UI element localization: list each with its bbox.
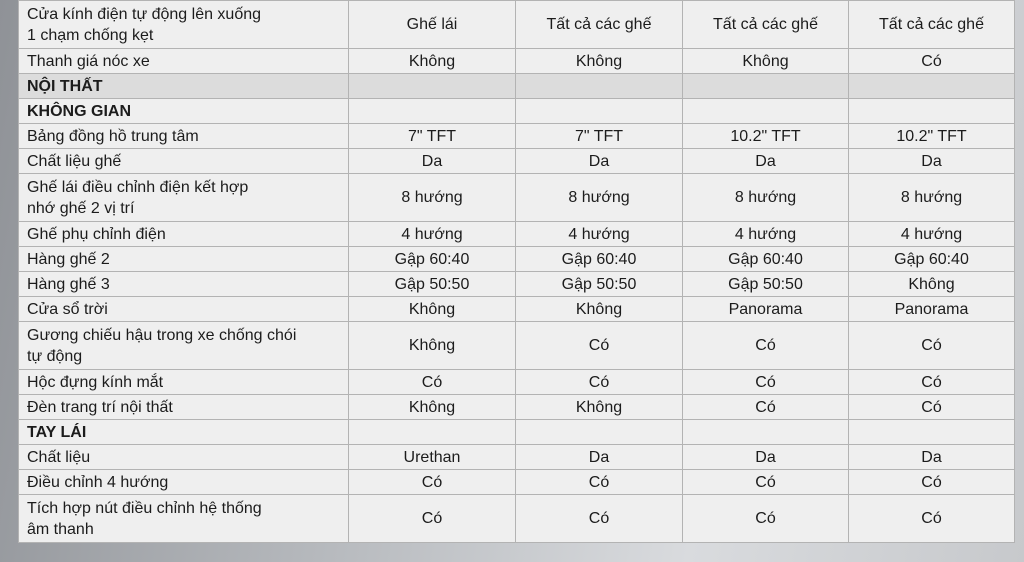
row-value: 4 hướng [683, 222, 849, 247]
section-title: NỘI THẤT [19, 74, 349, 99]
row-value: Có [683, 495, 849, 543]
row-label: Hàng ghế 3 [19, 272, 349, 297]
empty-cell [683, 74, 849, 99]
row-value: Không [349, 49, 516, 74]
row-value: 4 hướng [849, 222, 1015, 247]
row-value: Gập 60:40 [683, 247, 849, 272]
empty-cell [516, 420, 683, 445]
row-value: Da [516, 149, 683, 174]
row-value: 4 hướng [349, 222, 516, 247]
table-row [19, 222, 1015, 247]
row-value: Có [849, 395, 1015, 420]
row-value: 8 hướng [349, 174, 516, 222]
row-value: Tất cả các ghế [516, 1, 683, 49]
row-value: Có [683, 395, 849, 420]
row-label: Chất liệu ghế [19, 149, 349, 174]
row-value: Da [849, 445, 1015, 470]
row-value: Có [516, 495, 683, 543]
spec-table-container [18, 0, 1014, 543]
table-row [19, 370, 1015, 395]
row-value: 7" TFT [516, 124, 683, 149]
empty-cell [516, 99, 683, 124]
row-value: Da [849, 149, 1015, 174]
row-label: Ghế lái điều chỉnh điện kết hợp nhớ ghế 2 vị trí [19, 174, 349, 222]
row-label: Ghế phụ chỉnh điện [19, 222, 349, 247]
row-value: Không [349, 297, 516, 322]
row-value: Không [849, 272, 1015, 297]
spec-table [18, 0, 1015, 543]
subsection-title: TAY LÁI [19, 420, 349, 445]
row-value: Có [516, 470, 683, 495]
row-value: Gập 50:50 [516, 272, 683, 297]
row-label: Cửa sổ trời [19, 297, 349, 322]
row-value: Có [683, 370, 849, 395]
table-row [19, 247, 1015, 272]
empty-cell [683, 420, 849, 445]
row-value: Da [683, 149, 849, 174]
row-label: Điều chỉnh 4 hướng [19, 470, 349, 495]
row-value: Có [849, 495, 1015, 543]
table-row [19, 395, 1015, 420]
row-value: Có [849, 322, 1015, 370]
row-label: Hàng ghế 2 [19, 247, 349, 272]
row-value: 4 hướng [516, 222, 683, 247]
row-value: Gập 50:50 [349, 272, 516, 297]
row-value: Ghế lái [349, 1, 516, 49]
row-value: Urethan [349, 445, 516, 470]
row-value: Gập 60:40 [849, 247, 1015, 272]
row-value: Gập 60:40 [516, 247, 683, 272]
row-value: Tất cả các ghế [683, 1, 849, 49]
row-value: Có [683, 322, 849, 370]
table-row [19, 174, 1015, 222]
table-row [19, 322, 1015, 370]
row-value: Da [349, 149, 516, 174]
row-value: Không [349, 322, 516, 370]
table-row [19, 1, 1015, 49]
row-value: 8 hướng [683, 174, 849, 222]
spec-table-body [19, 1, 1015, 543]
row-value: 10.2" TFT [683, 124, 849, 149]
table-row [19, 49, 1015, 74]
row-value: Có [849, 49, 1015, 74]
row-value: Có [849, 470, 1015, 495]
row-label: Gương chiếu hậu trong xe chống chói tự động [19, 322, 349, 370]
row-value: 10.2" TFT [849, 124, 1015, 149]
subsection-title: KHÔNG GIAN [19, 99, 349, 124]
row-value: Có [683, 470, 849, 495]
row-value: Tất cả các ghế [849, 1, 1015, 49]
row-value: Panorama [683, 297, 849, 322]
row-value: Có [349, 495, 516, 543]
table-row [19, 149, 1015, 174]
row-value: 8 hướng [516, 174, 683, 222]
empty-cell [683, 99, 849, 124]
empty-cell [849, 74, 1015, 99]
table-row [19, 297, 1015, 322]
empty-cell [849, 420, 1015, 445]
row-value: 8 hướng [849, 174, 1015, 222]
row-value: Không [516, 297, 683, 322]
row-value: Gập 50:50 [683, 272, 849, 297]
row-value: Có [516, 370, 683, 395]
row-value: Không [349, 395, 516, 420]
empty-cell [349, 99, 516, 124]
row-value: Không [516, 49, 683, 74]
row-label: Thanh giá nóc xe [19, 49, 349, 74]
row-label: Hộc đựng kính mắt [19, 370, 349, 395]
row-label: Đèn trang trí nội thất [19, 395, 349, 420]
empty-cell [349, 74, 516, 99]
row-value: Gập 60:40 [349, 247, 516, 272]
row-value: Panorama [849, 297, 1015, 322]
row-value: Không [516, 395, 683, 420]
row-value: Có [849, 370, 1015, 395]
table-row [19, 495, 1015, 543]
row-value: Có [349, 370, 516, 395]
row-value: 7" TFT [349, 124, 516, 149]
section-header-row [19, 74, 1015, 99]
row-label: Tích hợp nút điều chỉnh hệ thống âm thanh [19, 495, 349, 543]
empty-cell [849, 99, 1015, 124]
table-row [19, 445, 1015, 470]
row-label: Chất liệu [19, 445, 349, 470]
subsection-header-row [19, 99, 1015, 124]
row-label: Bảng đồng hồ trung tâm [19, 124, 349, 149]
table-row [19, 124, 1015, 149]
subsection-header-row [19, 420, 1015, 445]
empty-cell [349, 420, 516, 445]
row-label: Cửa kính điện tự động lên xuống 1 chạm chống kẹt [19, 1, 349, 49]
table-row [19, 470, 1015, 495]
table-row [19, 272, 1015, 297]
empty-cell [516, 74, 683, 99]
row-value: Có [349, 470, 516, 495]
row-value: Không [683, 49, 849, 74]
row-value: Da [516, 445, 683, 470]
row-value: Da [683, 445, 849, 470]
row-value: Có [516, 322, 683, 370]
